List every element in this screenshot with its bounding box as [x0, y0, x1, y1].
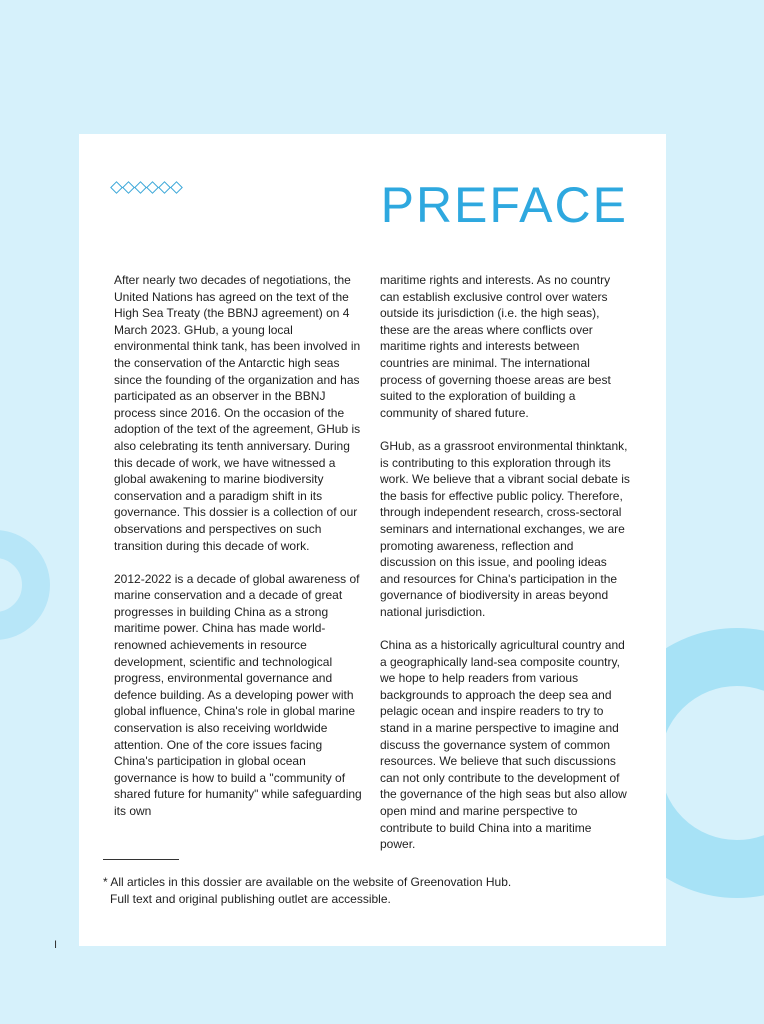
footnote	[103, 874, 623, 908]
preface-page	[79, 134, 666, 946]
footnote-line-1: * All articles in this dossier are available on the website of Greenovation Hub.	[103, 875, 512, 889]
decorative-ring-left	[0, 530, 50, 640]
paragraph: After nearly two decades of negotiations, the United Nations has agreed on the text of the High Sea Treaty (the BBNJ agreement) on 4 March 2023. GHub, a young local environmental think tank, has been involved in the conservation of the Antarctic high seas since the founding of the organization and has participated as an observer in the BBNJ process since 2016. On the occasion of the adoption of the text of the agreement, GHub is also celebrating its tenth anniversary. During this decade of work, we have witnessed a global awakening to marine biodiversity conservation and a paradigm shift in its governance. This dossier is a collection of our observations and perspectives on such transition during this decade of work.	[114, 273, 361, 553]
diamond-row-icon	[112, 183, 183, 192]
footnote-line-2: Full text and original publishing outlet are accessible.	[110, 892, 391, 906]
paragraph: maritime rights and interests. As no country can establish exclusive control over waters outside its jurisdiction (i.e. the high seas), these are the areas where conflicts over maritime rights and interests between countries are minimal. The international process of governing thoese areas are best suited to the exploration of building a community of shared future.	[380, 273, 611, 420]
paragraph: China as a historically agricultural country and a geographically land-sea composite country, we hope to help readers from various backgrounds to approach the deep sea and pelagic ocean and inspire readers to try to stand in a marine perspective to imagine and discuss the governance system of common resources. We believe that such discussions can not only contribute to the development of the governance of the high seas but also allow open mind and marine perspective to contribute to build China into a maritime power.	[380, 638, 627, 852]
left-column	[114, 272, 364, 836]
right-column	[380, 272, 630, 869]
page-title: PREFACE	[380, 177, 628, 233]
footnote-divider	[103, 859, 179, 860]
paragraph: 2012-2022 is a decade of global awareness of marine conservation and a decade of great progresses in building China as a strong maritime power. China has made world-renowned achievements in resource development, scientific and technological progress, environmental governance and defence building. As a developing power with global influence, China's role in global marine conservation is also receiving worldwide attention. One of the core issues facing China's participation in global ocean governance is how to build a "community of shared future for humanity" while safeguarding its own	[114, 571, 362, 818]
paragraph: GHub, as a grassroot environmental thinktank, is contributing to this exploration through its work. We believe that a vibrant social debate is the basis for effective public policy. Therefore, through independent research, cross-sectoral seminars and international exchanges, we are promoting awareness, reflection and discussion on this issue, and pooling ideas and resources for China's participation in the governance of biodiversity in areas beyond national jurisdiction.	[380, 438, 630, 619]
page-number: I	[54, 939, 58, 951]
